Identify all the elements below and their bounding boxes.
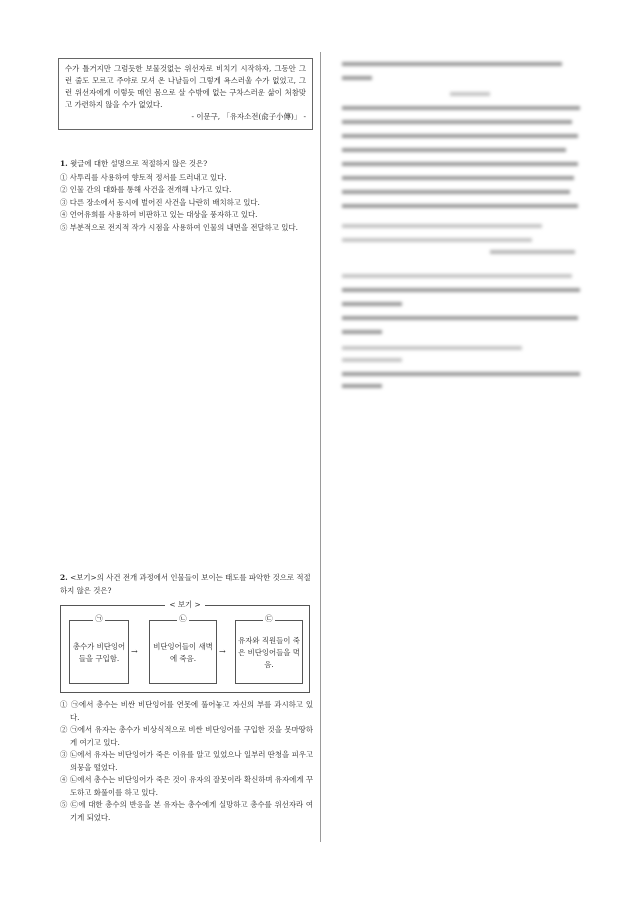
bogi-step-3 — [235, 614, 303, 684]
q1-choice-1[interactable]: ① 사투리를 사용하여 향토적 정서를 드러내고 있다. — [60, 172, 227, 182]
q1-choice-3[interactable]: ③ 다른 장소에서 동시에 벌어진 사건을 나란히 배치하고 있다. — [60, 197, 260, 207]
bogi-step-3-mark: ㉢ — [265, 614, 273, 623]
question-1 — [60, 158, 313, 234]
passage-source: - 이문구, 「유자소전(兪子小傳)」 - — [191, 112, 306, 121]
q1-choice-2[interactable]: ② 인물 간의 대화를 통해 사건을 전개해 나가고 있다. — [60, 185, 232, 194]
bogi-step-3-text: 유자와 직원들이 죽은 비단잉어들을 먹음. — [238, 636, 300, 669]
column-divider — [320, 52, 321, 842]
question-1-number: 1. — [60, 159, 68, 168]
bogi-box — [60, 600, 310, 693]
bogi-step-2-text: 비단잉어들이 새벽에 죽음. — [153, 642, 213, 663]
question-2-number: 2. — [60, 573, 68, 582]
q2-choice-4[interactable]: ④ ㉡에서 총수는 비단잉어가 죽은 것이 유자의 잘못이라 확신하며 유자에게 꾸도하고 화풀이를 하고 있다. — [60, 775, 313, 797]
question-2-stem: <보기>의 사건 전개 과정에서 인물들이 보이는 태도를 파악한 것으로 적절하지 않은 것은? — [60, 573, 311, 595]
bogi-step-1-mark: ㉠ — [95, 614, 103, 623]
passage-box — [58, 58, 313, 130]
q1-choice-4[interactable]: ④ 언어유희를 사용하여 비판하고 있는 대상을 풍자하고 있다. — [60, 210, 258, 219]
passage-text: 수가 틀거지만 그럼듯한 보물것없는 위선자로 비치기 시작하자, 그동안 그런 줄도 모르고 주야로 모셔 온 나날들이 그렇게 욕스러울 수가 없었고, 그런 위선자에게 이렇듯 매인 몸으로 살 수밖에 없는 구차스러운 삶이 처참맞고 가련하지 않을 수가 없었다. — [65, 64, 306, 109]
arrow-right-icon: → — [131, 647, 138, 656]
redacted-right-column — [340, 52, 590, 392]
q1-choice-5[interactable]: ⑤ 부분적으로 전지적 작가 시점을 사용하여 인물의 내면을 전달하고 있다. — [60, 222, 298, 232]
question-2-title — [60, 572, 313, 597]
bogi-step-1 — [69, 614, 129, 684]
q2-choice-2[interactable]: ② ㉠에서 유자는 총수가 비상식적으로 비싼 비단잉어를 구입한 것을 못마땅하게 여기고 있다. — [60, 725, 313, 747]
q2-choice-5[interactable]: ⑤ ㉢에 대한 총수의 반응을 본 유자는 총수에게 실망하고 총수를 위선자라 여기게 되었다. — [60, 800, 313, 822]
bogi-step-2-mark: ㉡ — [179, 614, 187, 623]
q2-choice-1[interactable]: ① ㉠에서 총수는 비싼 비단잉어를 연못에 풀어놓고 자신의 부를 과시하고 있다. — [60, 700, 313, 722]
question-1-stem: 윗글에 대한 설명으로 적절하지 않은 것은? — [70, 159, 208, 168]
q2-choice-3[interactable]: ③ ㉡에서 유자는 비단잉어가 죽은 이유를 알고 있었으나 일부러 딴청을 피우고 의뭉을 떨었다. — [60, 750, 313, 772]
question-1-title — [60, 158, 313, 171]
bogi-label: < 보기 > — [61, 599, 309, 612]
question-2 — [60, 572, 313, 824]
arrow-right-icon: → — [219, 647, 226, 656]
bogi-step-1-text: 총수가 비단잉어들을 구입함. — [72, 642, 126, 663]
bogi-step-2 — [149, 614, 217, 684]
